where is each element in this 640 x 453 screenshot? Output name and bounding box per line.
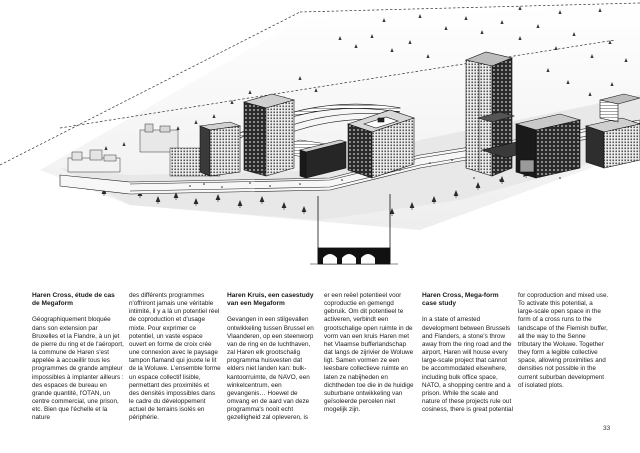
page-number: 33: [603, 425, 611, 432]
column-french-part-2: [129, 292, 221, 423]
column-dutch-part-2: [324, 292, 416, 414]
heading-english: Haren Cross, Mega-form case study: [422, 292, 499, 308]
column-english-part-2: [518, 292, 610, 390]
heading-dutch: Haren Kruis, een casestudy van een Megaform: [227, 292, 314, 308]
office-slab-right: [516, 114, 580, 178]
body-text: er een reëel potentieel voor coproductie en gemengd gebruik. Om dit potentieel te activeren, verbindt een grootschalige open ruimte in de vorm van een kruis Haren met het Vlaamse bufferlandschap dat langs de zijrivier de Woluwe ligt. Samen vormen ze een leesbare collectieve ruimte en laten ze nabijheden en dichtheden toe die in de huidige suburbane ontwikkeling van geïsoleerde percelen niet mogelijk zijn.: [324, 292, 414, 414]
body-text: In a state of arrested development between Brussels and Flanders, a stone's throw away from the ring road and the airport, Haren will house every large-scale project that cannot be accommodated elsewhere, including bulk office space, NATO, a shopping centre and a prison. While the scale and nature of these projects rule out cosiness, there is great potential: [422, 316, 513, 414]
body-text: des différents programmes n'offriront jamais une véritable intimité, il y a là un potentiel réel de coproduction et d'usage mixte. Pour exprimer ce potentiel, un vaste espace ouvert en forme de croix crée une connexion avec le paysage tampon flamand qui jouxte le lit de la Woluwe. L'ensemble forme un espace collectif lisible, permettant des proximités et des densités impossibles dans le cadre du développement actuel de terrains isolés en périphérie.: [129, 292, 221, 422]
column-dutch-part-1: [227, 292, 319, 422]
column-french-part-1: [32, 292, 124, 422]
heading-french: Haren Cross, étude de cas de Megaform: [32, 292, 115, 308]
body-text: Géographiquement bloquée dans son extension par Bruxelles et la Flandre, à un jet de pierre du ring et de l'aéroport, la commune de Haren s'est appelée à accueillir tous les programmes de grande ampleur impossibles à implanter ailleurs : des espaces de bureau en grande quantité, l'OTAN, un centre commercial, une prison, etc. Bien que l'échelle et la nature: [32, 316, 124, 422]
body-text: for coproduction and mixed use. To activate this potential, a large-scale open space in the form of a cross runs to the landscape of the Flemish buffer, all the way to the Senne tributary the Woluwe. Together they form a legible collective space, allowing proximities and densities not possible in the current suburban development of isolated plots.: [518, 292, 609, 389]
column-english-part-1: [422, 292, 514, 414]
body-text: Gevangen in een stilgevallen ontwikkeling tussen Brussel en Vlaanderen, op een steenworp van de ring en de luchthaven, zal Haren elk grootschalig programma huisvesten dat elders niet landen kan: bulk-kantoorruimte, de NAVO, een winkelcentrum, een gevangenis… Hoewel de omvang en de aard van deze programma's nooit echt gezelligheid zal opleveren, is: [227, 316, 314, 422]
